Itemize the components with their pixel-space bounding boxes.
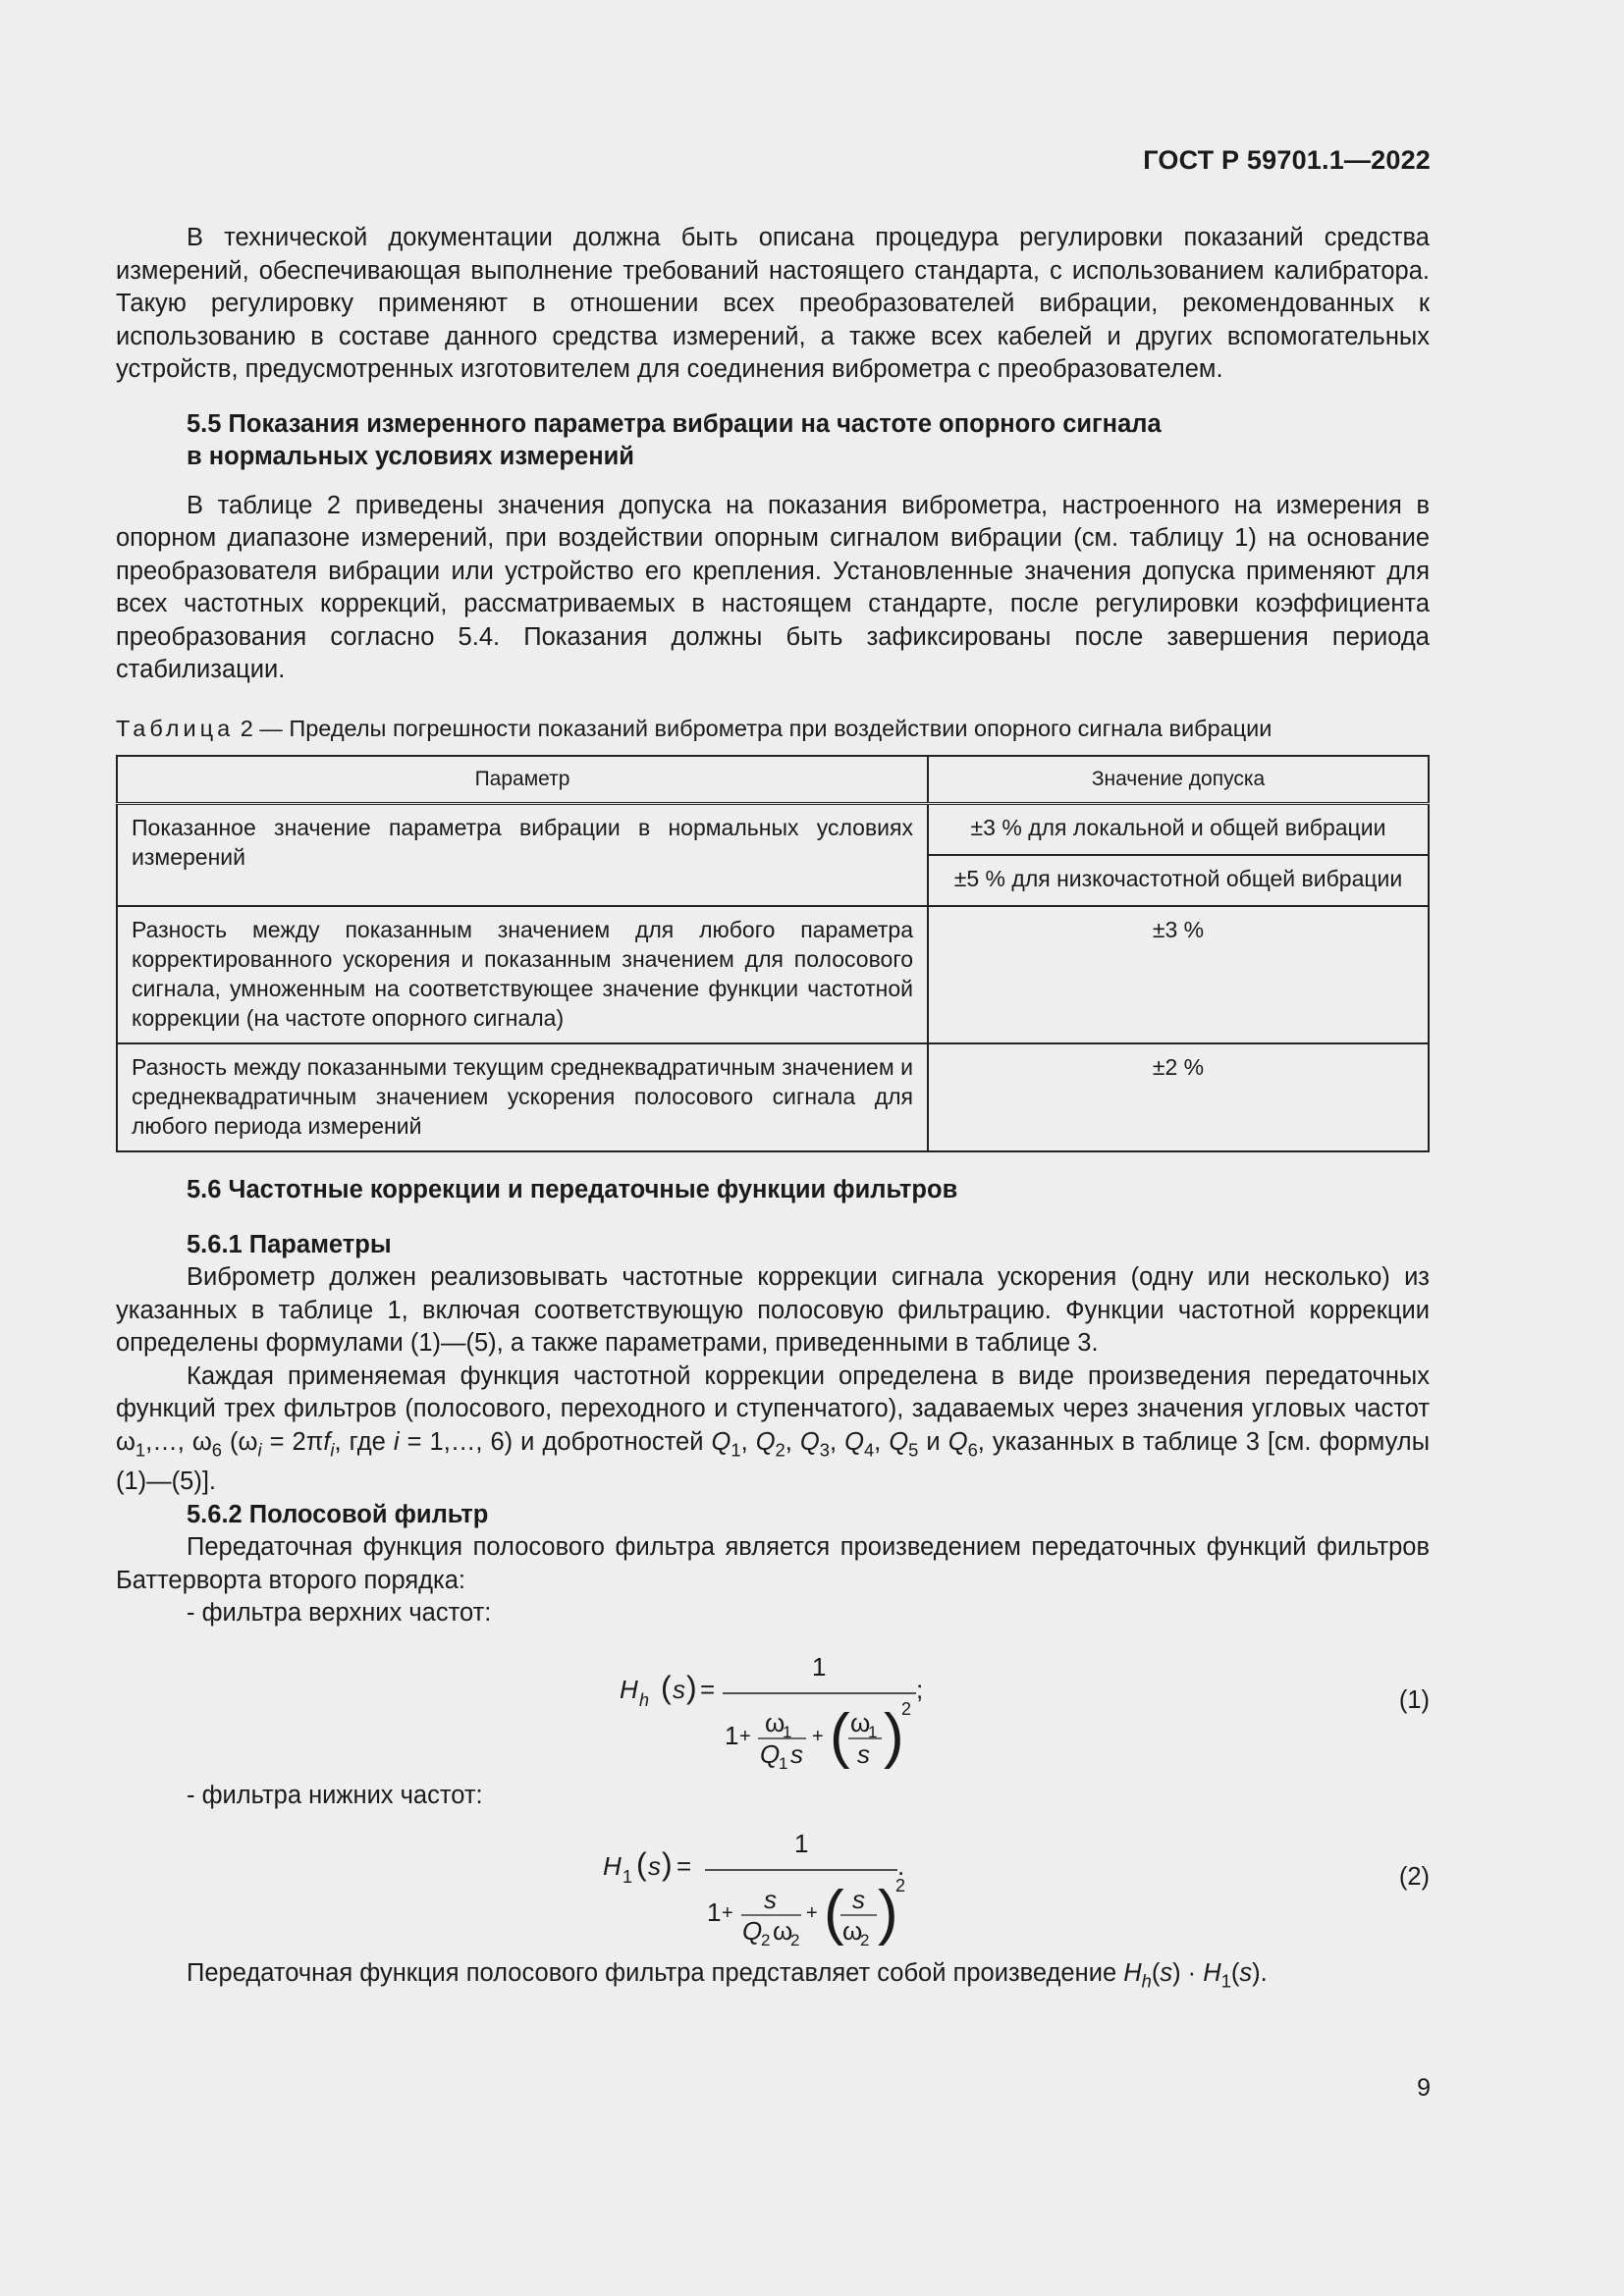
svg-text:+: +	[722, 1902, 733, 1925]
svg-text:1: 1	[812, 1651, 827, 1682]
svg-text:1: 1	[725, 1720, 739, 1750]
section-5-6-1-title: 5.6.1 Параметры	[187, 1230, 392, 1258]
table-header-row	[117, 756, 1429, 804]
svg-text:(: (	[636, 1846, 647, 1883]
svg-text:s: s	[648, 1851, 661, 1882]
page-number: 9	[1417, 2074, 1431, 2102]
svg-text:1: 1	[868, 1722, 878, 1741]
svg-text:.: .	[897, 1851, 905, 1882]
section-5-6-title: 5.6 Частотные коррекции и передаточные функции фильтров	[187, 1176, 958, 1203]
svg-text:=: =	[700, 1674, 716, 1704]
formula-2-graphic	[116, 1820, 1430, 1950]
svg-text:H: H	[603, 1851, 622, 1882]
svg-text:2: 2	[895, 1876, 906, 1896]
table-cell-value: ±3 % для локальной и общей вибрации	[928, 804, 1429, 856]
svg-text:s: s	[790, 1738, 803, 1769]
paragraph-calibration: В технической документации должна быть описана процедура регулировки показаний средства измерений, обеспечивающая выполнение требований настоящего стандарта, с использованием калибратора. Такую регулировку применяют в отношении всех преобразователей вибрации, рекомендованных к использованию в составе данного средства измерений, а также всех кабелей и других вспомогательных устройств, предусмотренных изготовителем для соединения виброметра с преобразователем.	[116, 224, 1430, 383]
svg-text:1: 1	[794, 1829, 809, 1859]
paragraph-5-5: В таблице 2 приведены значения допуска на показания виброметра, настроенного на измерения в опорном диапазоне измерений, при воздействии опорным сигналом вибрации (см. таблицу 1) на основание преобразователя вибрации или устройство его крепления. Установленные значения допуска применяют для всех частотных коррекций, рассматриваемых в настоящем стандарте, после регулировки коэффициента преобразования согласно 5.4. Показания должны быть зафиксированы после завершения периода стабилизации.	[116, 491, 1430, 683]
formula-2	[116, 1820, 1430, 1950]
svg-text:1: 1	[783, 1722, 792, 1741]
section-5-5-title-line1: 5.5 Показания измеренного параметра вибрации на частоте опорного сигнала	[187, 409, 1162, 438]
document-code: ГОСТ Р 59701.1—2022	[1143, 145, 1431, 175]
list-item-low-pass: - фильтра нижних частот:	[187, 1781, 483, 1809]
svg-text:ω: ω	[842, 1916, 863, 1947]
list-item-high-pass: - фильтра верхних частот:	[187, 1599, 492, 1628]
formula-1-graphic	[116, 1638, 1430, 1773]
svg-text:): )	[878, 1879, 898, 1948]
table-2-caption	[116, 713, 1430, 746]
formula-1	[116, 1638, 1430, 1773]
table-cell-parameter: Разность между показанными текущим среднеквадратичным значением и среднеквадратичным значением ускорения полосового сигнала для любого периода измерений	[117, 1043, 928, 1151]
svg-text:+: +	[812, 1725, 824, 1747]
table-row	[117, 906, 1429, 1043]
svg-text:=: =	[677, 1851, 692, 1882]
svg-text:(: (	[661, 1669, 672, 1705]
svg-text:(: (	[830, 1701, 850, 1770]
formula-2-number: (2)	[1398, 1863, 1430, 1892]
table-cell-parameter: Разность между показанным значением для любого параметра корректированного ускорения и показанным значением для полосового сигнала, умноженным на соответствующее значение функции частотной коррекции (на частоте опорного сигнала)	[117, 906, 928, 1043]
svg-text:2: 2	[761, 1931, 771, 1950]
paragraph-5-6-1-a: Виброметр должен реализовывать частотные коррекции сигнала ускорения (одну или несколько) из указанных в таблице 1, включая соответствующую полосовую фильтрацию. Функции частотной коррекции определены формулами (1)—(5), а также параметрами, приведенными в таблице 3.	[116, 1263, 1430, 1357]
table-row	[117, 804, 1429, 856]
column-header-parameter: Параметр	[117, 756, 928, 804]
svg-text:s: s	[857, 1738, 870, 1769]
svg-text:+: +	[806, 1902, 818, 1925]
svg-text:h: h	[639, 1689, 650, 1710]
svg-text:ω: ω	[765, 1707, 785, 1737]
svg-text:2: 2	[860, 1931, 870, 1950]
section-5-5-title-line2: в нормальных условиях измерений	[187, 443, 634, 470]
svg-text:s: s	[852, 1885, 865, 1915]
svg-text:s: s	[764, 1885, 777, 1915]
section-5-6-2-title: 5.6.2 Полосовой фильтр	[187, 1500, 489, 1528]
formula-1-number: (1)	[1398, 1685, 1430, 1714]
svg-text:Q: Q	[742, 1916, 763, 1947]
table-caption-text: 2 — Пределы погрешности показаний виброметра при воздействии опорного сигнала вибрации	[240, 715, 1272, 741]
table-row	[117, 1043, 1429, 1151]
paragraph-5-6-2: Передаточная функция полосового фильтра является произведением передаточных функций фильтров Баттерворта второго порядка:	[116, 1533, 1430, 1594]
svg-text:1: 1	[779, 1753, 788, 1773]
page-content	[116, 222, 1430, 1998]
table-cell-value: ±5 % для низкочастотной общей вибрации	[928, 855, 1429, 906]
svg-text:2: 2	[790, 1931, 800, 1950]
paragraph-5-6-1-b: Каждая применяемая функция частотной коррекции определена в виде произведения передаточных функций трех фильтров (полосового, переходного и ступенчатого), задаваемых через значения угловых частот $\omega_1,\dots$, $\omega_6$ ($\omega_i = 2\pi f_i$, где i = 1,…, 6) и добротностей $Q_1$, $Q_2$, $Q_3$, $Q_4$, $Q_5$ и $Q_6$, указанных в таблице 3 [см. формулы (1)—(5)].	[116, 1362, 1431, 1496]
svg-text:): )	[884, 1701, 904, 1770]
table-caption-label: Таблица	[116, 715, 235, 741]
paragraph-band-pass-product: Передаточная функция полосового фильтра представляет собой произведение $H_h(s) \cdot H_1(s)$.	[187, 1959, 1268, 1992]
svg-text:Q: Q	[760, 1738, 781, 1769]
table-2	[116, 755, 1430, 1152]
section-5-5-heading	[116, 408, 1430, 474]
svg-text:ω: ω	[773, 1916, 793, 1947]
svg-text:): )	[686, 1669, 697, 1705]
svg-text:2: 2	[901, 1698, 912, 1719]
svg-text:H: H	[620, 1674, 638, 1704]
table-cell-parameter: Показанное значение параметра вибрации в нормальных условиях измерений	[117, 804, 928, 907]
svg-text:ω: ω	[850, 1707, 871, 1737]
svg-text:1: 1	[707, 1897, 722, 1928]
svg-text:+: +	[739, 1725, 751, 1747]
svg-text:s: s	[673, 1674, 685, 1704]
svg-text:(: (	[824, 1879, 844, 1948]
table-cell-value: ±2 %	[928, 1043, 1429, 1151]
svg-text:): )	[662, 1846, 673, 1883]
svg-text:;: ;	[916, 1674, 924, 1704]
svg-text:1: 1	[623, 1867, 633, 1888]
table-cell-value: ±3 %	[928, 906, 1429, 1043]
column-header-value: Значение допуска	[928, 756, 1429, 804]
